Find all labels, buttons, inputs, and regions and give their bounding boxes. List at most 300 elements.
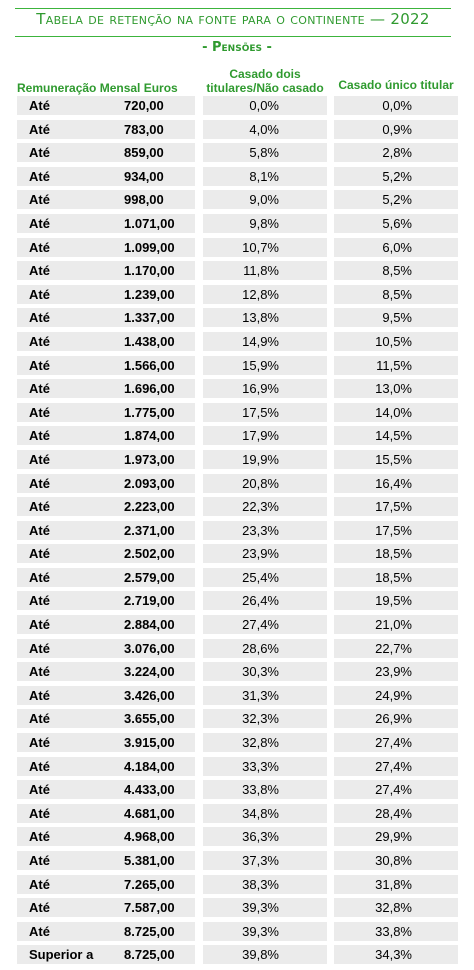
- table-row: [0, 495, 474, 519]
- bracket-label: Até: [29, 664, 50, 680]
- bracket-amount: 7.265,00: [124, 876, 175, 892]
- rate-two-holders: 9,0%: [249, 192, 279, 208]
- bracket-amount: 2.223,00: [124, 499, 175, 515]
- income-cell: [17, 591, 195, 610]
- rate-single-holder-cell: [334, 639, 458, 658]
- rate-two-holders: 31,3%: [242, 687, 279, 703]
- rate-single-holder: 2,8%: [382, 145, 412, 161]
- rate-single-holder-cell: [334, 757, 458, 776]
- table-row: [0, 542, 474, 566]
- rate-single-holder: 9,5%: [382, 310, 412, 326]
- rate-single-holder: 19,5%: [375, 593, 412, 609]
- bracket-amount: 1.566,00: [124, 357, 175, 373]
- bracket-label: Até: [29, 404, 50, 420]
- table-row: [0, 920, 474, 944]
- bracket-label: Até: [29, 333, 50, 349]
- rate-two-holders-cell: [203, 379, 327, 398]
- rate-two-holders-cell: [203, 450, 327, 469]
- income-cell: [17, 214, 195, 233]
- income-cell: [17, 120, 195, 139]
- income-cell: [17, 686, 195, 705]
- table-row: [0, 566, 474, 590]
- bracket-label: Até: [29, 381, 50, 397]
- header-casado-unico-titular: Casado único titular: [338, 78, 454, 92]
- income-cell: [17, 780, 195, 799]
- rate-two-holders-cell: [203, 261, 327, 280]
- income-cell: [17, 757, 195, 776]
- income-cell: [17, 827, 195, 846]
- bracket-amount: 1.874,00: [124, 428, 175, 444]
- income-cell: [17, 403, 195, 422]
- income-cell: [17, 733, 195, 752]
- income-cell: [17, 497, 195, 516]
- rate-two-holders-cell: [203, 308, 327, 327]
- rate-single-holder: 34,3%: [375, 947, 412, 963]
- rate-two-holders: 9,8%: [249, 215, 279, 231]
- rate-single-holder: 8,5%: [382, 286, 412, 302]
- bracket-label: Até: [29, 640, 50, 656]
- table-row: [0, 165, 474, 189]
- rate-two-holders: 33,3%: [242, 758, 279, 774]
- bracket-label: Até: [29, 829, 50, 845]
- bracket-amount: 720,00: [124, 98, 164, 113]
- bracket-amount: 1.170,00: [124, 263, 175, 279]
- bracket-label: Até: [29, 853, 50, 868]
- rate-two-holders-cell: [203, 709, 327, 728]
- table-title: Tabela de retenção na fonte para o continente — 2022: [36, 10, 430, 28]
- bracket-label: Até: [29, 900, 50, 916]
- rate-single-holder-cell: [334, 214, 458, 233]
- rate-two-holders: 33,8%: [242, 782, 279, 798]
- table-row: [0, 236, 474, 260]
- rate-single-holder: 30,8%: [375, 853, 412, 868]
- title-top-rule: [15, 8, 451, 9]
- bracket-label: Até: [29, 475, 50, 491]
- bracket-amount: 3.224,00: [124, 664, 175, 680]
- table-row: [0, 660, 474, 684]
- table-row: [0, 259, 474, 283]
- rate-single-holder-cell: [334, 591, 458, 610]
- rate-single-holder: 24,9%: [375, 687, 412, 703]
- bracket-label: Até: [29, 546, 50, 562]
- bracket-amount: 8.725,00: [124, 947, 175, 963]
- rate-two-holders-cell: [203, 497, 327, 516]
- bracket-label: Até: [29, 758, 50, 774]
- bracket-amount: 2.093,00: [124, 475, 175, 491]
- rate-single-holder-cell: [334, 261, 458, 280]
- bracket-amount: 8.725,00: [124, 923, 175, 939]
- rate-two-holders-cell: [203, 591, 327, 610]
- income-cell: [17, 851, 195, 870]
- rate-single-holder-cell: [334, 332, 458, 351]
- bracket-amount: 4.433,00: [124, 782, 175, 798]
- rate-two-holders: 17,5%: [242, 404, 279, 420]
- income-cell: [17, 875, 195, 894]
- header-casado-dois-titulares: [203, 67, 327, 95]
- bracket-amount: 934,00: [124, 168, 164, 184]
- bracket-label: Até: [29, 263, 50, 279]
- rate-single-holder: 11,5%: [376, 357, 412, 373]
- rate-two-holders-cell: [203, 214, 327, 233]
- rate-two-holders-cell: [203, 686, 327, 705]
- rate-single-holder: 29,9%: [375, 829, 412, 845]
- income-cell: [17, 922, 195, 941]
- rate-single-holder-cell: [334, 497, 458, 516]
- rate-two-holders-cell: [203, 238, 327, 257]
- rate-two-holders: 27,4%: [242, 617, 279, 633]
- bracket-label: Até: [29, 735, 50, 751]
- header-casado-dois-line1: Casado dois: [229, 67, 301, 81]
- rate-two-holders: 39,8%: [242, 947, 279, 963]
- income-cell: [17, 945, 195, 964]
- rate-two-holders-cell: [203, 521, 327, 540]
- rate-two-holders-cell: [203, 615, 327, 634]
- table-row: [0, 283, 474, 307]
- income-cell: [17, 662, 195, 681]
- rate-two-holders: 16,9%: [242, 381, 279, 397]
- bracket-label: Até: [29, 145, 50, 161]
- rate-single-holder: 15,5%: [375, 451, 412, 467]
- rate-two-holders-cell: [203, 143, 327, 162]
- bracket-amount: 1.973,00: [124, 451, 175, 467]
- rate-two-holders-cell: [203, 875, 327, 894]
- rate-single-holder-cell: [334, 898, 458, 917]
- bracket-label: Até: [29, 782, 50, 798]
- rate-two-holders: 23,9%: [242, 546, 279, 562]
- rate-single-holder-cell: [334, 379, 458, 398]
- rate-single-holder: 16,4%: [375, 475, 412, 491]
- rate-single-holder: 27,4%: [375, 758, 412, 774]
- table-row: [0, 802, 474, 826]
- bracket-label: Até: [29, 286, 50, 302]
- rate-single-holder: 14,0%: [375, 404, 412, 420]
- rate-single-holder-cell: [334, 662, 458, 681]
- rate-single-holder: 13,0%: [375, 381, 412, 397]
- bracket-amount: 859,00: [124, 145, 164, 161]
- rate-two-holders-cell: [203, 780, 327, 799]
- bracket-amount: 3.426,00: [124, 687, 175, 703]
- rate-two-holders-cell: [203, 474, 327, 493]
- bracket-label: Até: [29, 98, 50, 113]
- rate-two-holders: 36,3%: [242, 829, 279, 845]
- income-cell: [17, 285, 195, 304]
- bracket-amount: 2.579,00: [124, 569, 175, 585]
- table-row: [0, 589, 474, 613]
- bracket-label: Até: [29, 522, 50, 538]
- rate-two-holders-cell: [203, 898, 327, 917]
- rate-two-holders-cell: [203, 827, 327, 846]
- bracket-amount: 1.696,00: [124, 381, 175, 397]
- rate-two-holders-cell: [203, 804, 327, 823]
- bracket-label: Até: [29, 687, 50, 703]
- rate-two-holders: 30,3%: [242, 664, 279, 680]
- income-cell: [17, 639, 195, 658]
- rate-two-holders-cell: [203, 922, 327, 941]
- table-row: [0, 637, 474, 661]
- rate-single-holder: 17,5%: [375, 522, 412, 538]
- income-cell: [17, 521, 195, 540]
- income-cell: [17, 450, 195, 469]
- rate-single-holder: 18,5%: [375, 546, 412, 562]
- rate-single-holder: 18,5%: [375, 569, 412, 585]
- bracket-amount: 2.371,00: [124, 522, 175, 538]
- rate-two-holders: 34,8%: [242, 805, 279, 821]
- rate-two-holders: 15,9%: [242, 357, 279, 373]
- rate-single-holder-cell: [334, 426, 458, 445]
- bracket-amount: 783,00: [124, 121, 164, 137]
- rate-single-holder: 5,2%: [382, 168, 412, 184]
- table-row: [0, 943, 474, 967]
- table-row: [0, 330, 474, 354]
- rate-single-holder-cell: [334, 733, 458, 752]
- income-cell: [17, 379, 195, 398]
- rate-single-holder: 23,9%: [375, 664, 412, 680]
- bracket-label: Até: [29, 499, 50, 515]
- rate-two-holders-cell: [203, 568, 327, 587]
- income-cell: [17, 544, 195, 563]
- rate-single-holder: 5,6%: [382, 215, 412, 231]
- rate-single-holder: 0,0%: [382, 98, 412, 113]
- rate-single-holder-cell: [334, 945, 458, 964]
- bracket-amount: 2.884,00: [124, 617, 175, 633]
- rate-two-holders: 32,3%: [242, 711, 279, 727]
- income-cell: [17, 238, 195, 257]
- rate-single-holder-cell: [334, 474, 458, 493]
- rate-two-holders-cell: [203, 403, 327, 422]
- table-row: [0, 354, 474, 378]
- rate-single-holder-cell: [334, 285, 458, 304]
- bracket-amount: 5.381,00: [124, 853, 175, 868]
- rate-single-holder: 5,2%: [382, 192, 412, 208]
- income-cell: [17, 804, 195, 823]
- rate-single-holder: 6,0%: [382, 239, 412, 255]
- rate-single-holder-cell: [334, 804, 458, 823]
- rate-two-holders: 32,8%: [242, 735, 279, 751]
- rate-two-holders: 5,8%: [249, 145, 279, 161]
- rate-two-holders: 8,1%: [249, 168, 279, 184]
- rate-single-holder: 0,9%: [382, 121, 412, 137]
- bracket-label: Até: [29, 239, 50, 255]
- table-row: [0, 519, 474, 543]
- table-row: [0, 306, 474, 330]
- bracket-label: Até: [29, 451, 50, 467]
- rate-two-holders: 10,7%: [242, 239, 279, 255]
- rate-two-holders: 0,0%: [249, 98, 279, 113]
- bracket-amount: 1.438,00: [124, 333, 175, 349]
- table-row: [0, 448, 474, 472]
- header-casado-dois-line2: titulares/Não casado: [206, 81, 324, 95]
- bracket-label: Até: [29, 876, 50, 892]
- bracket-label: Até: [29, 569, 50, 585]
- bracket-amount: 3.076,00: [124, 640, 175, 656]
- income-cell: [17, 474, 195, 493]
- bracket-amount: 1.337,00: [124, 310, 175, 326]
- rate-single-holder: 21,0%: [375, 617, 412, 633]
- rate-single-holder-cell: [334, 922, 458, 941]
- rate-single-holder-cell: [334, 96, 458, 115]
- table-row: [0, 118, 474, 142]
- table-row: [0, 849, 474, 873]
- rate-single-holder: 14,5%: [375, 428, 412, 444]
- rate-two-holders: 22,3%: [242, 499, 279, 515]
- bracket-label: Até: [29, 168, 50, 184]
- rate-two-holders: 38,3%: [242, 876, 279, 892]
- table-body: [0, 94, 474, 967]
- rate-two-holders-cell: [203, 426, 327, 445]
- income-cell: [17, 615, 195, 634]
- rate-single-holder: 31,8%: [375, 876, 412, 892]
- table-row: [0, 778, 474, 802]
- bracket-label: Até: [29, 310, 50, 326]
- rate-single-holder: 27,4%: [375, 782, 412, 798]
- table-row: [0, 896, 474, 920]
- rate-two-holders-cell: [203, 190, 327, 209]
- rate-two-holders-cell: [203, 662, 327, 681]
- rate-two-holders: 37,3%: [242, 853, 279, 868]
- table-row: [0, 755, 474, 779]
- rate-single-holder-cell: [334, 450, 458, 469]
- rate-single-holder-cell: [334, 544, 458, 563]
- rate-two-holders: 4,0%: [249, 121, 279, 137]
- rate-two-holders-cell: [203, 167, 327, 186]
- title-bottom-rule: [15, 36, 451, 37]
- rate-single-holder: 22,7%: [375, 640, 412, 656]
- rate-single-holder-cell: [334, 308, 458, 327]
- rate-single-holder-cell: [334, 875, 458, 894]
- rate-two-holders: 25,4%: [242, 569, 279, 585]
- table-row: [0, 731, 474, 755]
- rate-single-holder: 8,5%: [382, 263, 412, 279]
- bracket-amount: 1.099,00: [124, 239, 175, 255]
- bracket-label: Até: [29, 192, 50, 208]
- rate-single-holder-cell: [334, 780, 458, 799]
- table-row: [0, 188, 474, 212]
- rate-two-holders: 28,6%: [242, 640, 279, 656]
- rate-two-holders-cell: [203, 639, 327, 658]
- rate-two-holders-cell: [203, 757, 327, 776]
- table-row: [0, 424, 474, 448]
- rate-two-holders-cell: [203, 945, 327, 964]
- bracket-label: Até: [29, 215, 50, 231]
- income-cell: [17, 568, 195, 587]
- income-cell: [17, 709, 195, 728]
- bracket-amount: 2.502,00: [124, 546, 175, 562]
- rate-single-holder-cell: [334, 356, 458, 375]
- rate-two-holders-cell: [203, 544, 327, 563]
- bracket-amount: 3.655,00: [124, 711, 175, 727]
- rate-two-holders: 39,3%: [242, 923, 279, 939]
- table-subtitle: - Pensões -: [202, 40, 272, 55]
- rate-two-holders: 14,9%: [242, 333, 279, 349]
- rate-two-holders-cell: [203, 120, 327, 139]
- rate-single-holder: 32,8%: [375, 900, 412, 916]
- table-row: [0, 613, 474, 637]
- bracket-amount: 4.184,00: [124, 758, 175, 774]
- rate-two-holders: 13,8%: [242, 310, 279, 326]
- rate-single-holder: 27,4%: [375, 735, 412, 751]
- bracket-label: Até: [29, 923, 50, 939]
- header-remuneracao: Remuneração Mensal Euros: [17, 81, 178, 95]
- table-row: [0, 825, 474, 849]
- rate-single-holder-cell: [334, 238, 458, 257]
- rate-single-holder: 33,8%: [375, 923, 412, 939]
- rate-two-holders-cell: [203, 733, 327, 752]
- rate-single-holder-cell: [334, 568, 458, 587]
- rate-single-holder-cell: [334, 120, 458, 139]
- rate-two-holders: 12,8%: [242, 286, 279, 302]
- table-row: [0, 684, 474, 708]
- rate-single-holder-cell: [334, 686, 458, 705]
- rate-single-holder-cell: [334, 615, 458, 634]
- rate-two-holders-cell: [203, 285, 327, 304]
- rate-single-holder-cell: [334, 521, 458, 540]
- bracket-label: Até: [29, 805, 50, 821]
- rate-single-holder: 10,5%: [375, 333, 412, 349]
- rate-two-holders: 19,9%: [242, 451, 279, 467]
- rate-two-holders: 39,3%: [242, 900, 279, 916]
- rate-two-holders-cell: [203, 332, 327, 351]
- table-row: [0, 873, 474, 897]
- rate-single-holder-cell: [334, 827, 458, 846]
- income-cell: [17, 143, 195, 162]
- income-cell: [17, 898, 195, 917]
- bracket-label: Até: [29, 711, 50, 727]
- rate-two-holders: 26,4%: [242, 593, 279, 609]
- income-cell: [17, 426, 195, 445]
- income-cell: [17, 167, 195, 186]
- rate-single-holder-cell: [334, 143, 458, 162]
- rate-single-holder: 26,9%: [375, 711, 412, 727]
- bracket-label: Até: [29, 617, 50, 633]
- bracket-label: Até: [29, 428, 50, 444]
- rate-two-holders: 11,8%: [243, 263, 279, 279]
- rate-single-holder-cell: [334, 851, 458, 870]
- bracket-amount: 2.719,00: [124, 593, 175, 609]
- rate-single-holder-cell: [334, 190, 458, 209]
- table-row: [0, 141, 474, 165]
- rate-two-holders-cell: [203, 356, 327, 375]
- bracket-label: Superior a: [29, 947, 94, 963]
- bracket-label: Até: [29, 593, 50, 609]
- table-row: [0, 94, 474, 118]
- table-row: [0, 401, 474, 425]
- rate-two-holders: 20,8%: [242, 475, 279, 491]
- bracket-amount: 1.775,00: [124, 404, 175, 420]
- table-row: [0, 472, 474, 496]
- rate-single-holder-cell: [334, 403, 458, 422]
- bracket-amount: 1.239,00: [124, 286, 175, 302]
- table-row: [0, 377, 474, 401]
- income-cell: [17, 261, 195, 280]
- bracket-amount: 1.071,00: [124, 215, 175, 231]
- rate-single-holder: 17,5%: [375, 499, 412, 515]
- table-row: [0, 212, 474, 236]
- rate-single-holder-cell: [334, 709, 458, 728]
- bracket-amount: 998,00: [124, 192, 164, 208]
- bracket-amount: 3.915,00: [124, 735, 175, 751]
- table-row: [0, 707, 474, 731]
- income-cell: [17, 356, 195, 375]
- bracket-amount: 4.968,00: [124, 829, 175, 845]
- rate-single-holder: 28,4%: [375, 805, 412, 821]
- bracket-amount: 7.587,00: [124, 900, 175, 916]
- income-cell: [17, 190, 195, 209]
- rate-two-holders-cell: [203, 851, 327, 870]
- bracket-label: Até: [29, 121, 50, 137]
- income-cell: [17, 332, 195, 351]
- bracket-amount: 4.681,00: [124, 805, 175, 821]
- income-cell: [17, 308, 195, 327]
